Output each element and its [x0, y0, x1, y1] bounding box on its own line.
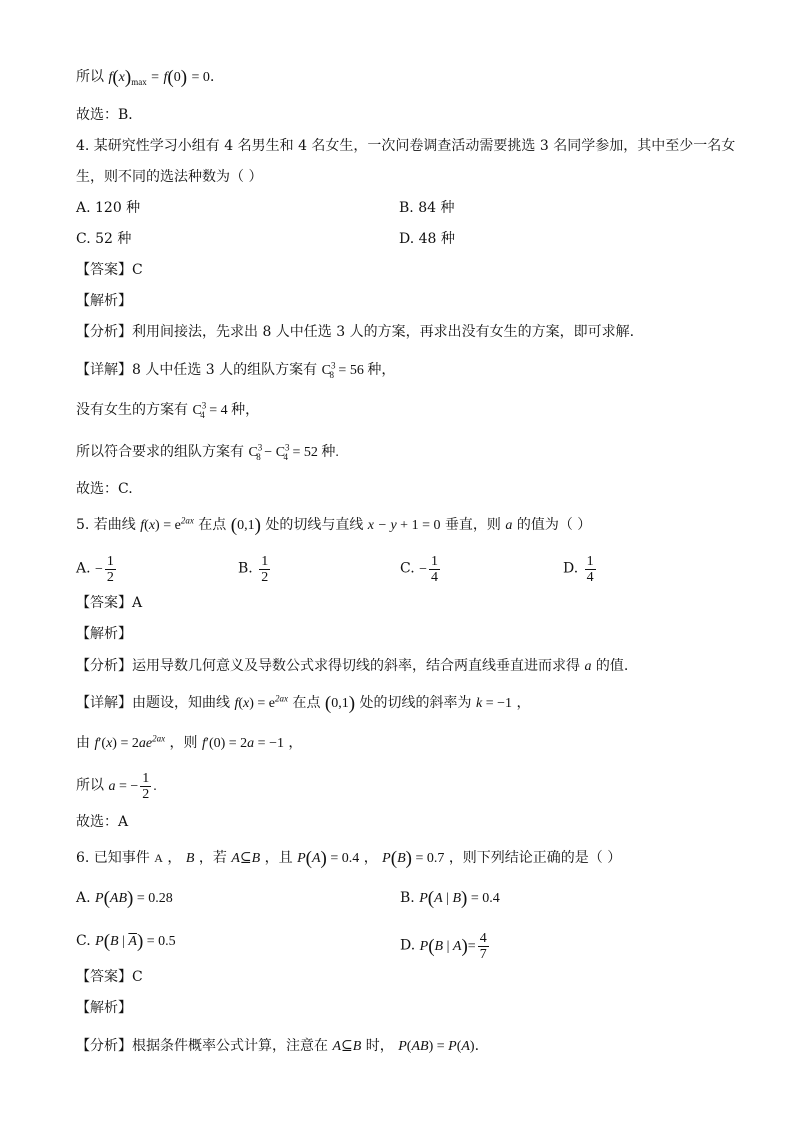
text: ．: [209, 69, 224, 85]
text: 时，: [365, 1038, 394, 1054]
fenxi-tag: 【分析】: [76, 658, 132, 674]
q4-option-d: D. 48 种: [399, 231, 455, 247]
equals: =: [151, 70, 160, 85]
formula-zero: = 0: [191, 70, 210, 85]
formula-pb-given-abar: P(B | $\overline{A}) = 0.5$: [95, 931, 176, 952]
q5-choose: 故选：A: [76, 814, 129, 830]
q6-option-c: [76, 931, 176, 952]
formula-curve: $f(x) = e^{2ax}$: [234, 693, 289, 711]
formula-slope: k = −1: [475, 696, 512, 711]
formula-pb: P(B) = 0.7: [382, 848, 445, 869]
formula-point: (0,1): [230, 515, 261, 536]
text: ，: [516, 695, 531, 711]
q4-detail-line3: [76, 442, 339, 463]
q5-stem: [76, 515, 591, 536]
formula-line: x − y + 1 = 0: [367, 518, 441, 533]
q5-analysis-tag: 【解析】: [76, 626, 132, 642]
option-label: A.: [76, 560, 91, 577]
text: 处的切线与直线: [265, 517, 364, 533]
text: 在点: [292, 695, 321, 711]
formula-pb-given-a: P(B | A)= $\frac{4}{7}$: [419, 931, 487, 962]
answer-value: C: [132, 969, 143, 985]
q4-detail-line1: [76, 360, 395, 381]
q6-option-a: [76, 888, 173, 909]
q5-detail-line3: [76, 771, 157, 802]
formula-f0: f(0): [163, 67, 188, 88]
formula-half: $\frac{1}{2}$: [261, 554, 269, 585]
text: 没有女生的方案有: [76, 402, 188, 418]
formula-c83: $C^3_8$: [321, 360, 336, 380]
text: ，且: [264, 850, 293, 866]
formula-c83-minus-c43: $C^3_8 - C^3_4$: [248, 442, 290, 462]
q5-option-d: [563, 554, 598, 585]
q4-option-b: B. 84 种: [399, 200, 455, 216]
text: = 52 种.: [292, 445, 339, 460]
option-label: B.: [400, 890, 415, 906]
formula-neg-quarter: − $\frac{1}{4}$: [419, 554, 439, 585]
q5-detail-line2: [76, 733, 302, 754]
text: ，则下列结论正确的是（ ）: [448, 850, 622, 866]
text: 的值为（ ）: [516, 517, 592, 533]
event-b: B: [185, 851, 195, 866]
q4-choose: 故选：C.: [76, 481, 133, 497]
fenxi-tag: 【分析】: [76, 324, 132, 340]
var-a: a: [584, 659, 592, 674]
option-label: D.: [400, 937, 416, 954]
q4-fenxi: [76, 322, 634, 342]
fenxi-text: 根据条件概率公式计算，注意在: [132, 1038, 328, 1054]
formula-subset: A⊆B: [332, 1039, 362, 1054]
q6-answer: [76, 967, 143, 987]
text: ，则: [169, 735, 198, 751]
text: ，: [288, 735, 303, 751]
q6-option-b: [400, 888, 500, 909]
q5-fenxi: [76, 656, 628, 677]
q4-option-a: A. 120 种: [76, 200, 141, 216]
answer-tag: 【答案】: [76, 262, 132, 278]
formula-pa: P(A) = 0.4: [297, 848, 360, 869]
text: = 4 种，: [209, 403, 260, 418]
formula-a-value: a = − $\frac{1}{2}$ .: [108, 771, 157, 802]
text: 6. 已知事件: [76, 850, 150, 866]
q4-analysis-tag: 【解析】: [76, 293, 132, 309]
q4-option-c: C. 52 种: [76, 231, 132, 247]
text: 垂直，则: [444, 517, 501, 533]
q4-answer: [76, 260, 143, 280]
q5-option-a: [76, 554, 118, 585]
text: ，: [167, 850, 182, 866]
text: 8 人中任选 3 人的组队方案有: [132, 362, 318, 378]
formula-quarter: $\frac{1}{4}$: [586, 554, 594, 585]
formula-c43: $C^3_4$: [192, 400, 207, 420]
answer-tag: 【答案】: [76, 969, 132, 985]
q5-option-b: [238, 554, 272, 585]
text: .: [474, 1038, 480, 1054]
event-a: A: [154, 851, 163, 865]
text: 的值.: [595, 658, 629, 674]
option-label: D.: [563, 560, 579, 577]
xiangjie-tag: 【详解】: [76, 695, 132, 711]
q6-option-d: [400, 931, 491, 962]
q6-stem: [76, 848, 621, 869]
text: = 56 种，: [338, 363, 396, 378]
formula-pab: P(AB) = 0.28: [95, 888, 173, 909]
q6-fenxi: [76, 1036, 479, 1057]
q4-detail-line2: [76, 400, 259, 421]
q4-stem-line2: 生，则不同的选法种数为（ ）: [76, 169, 263, 185]
text: 由题设，知曲线: [132, 695, 230, 711]
formula-derivative-0: f′(0) = 2a = −1: [201, 736, 284, 751]
prev-choose: 故选：B．: [76, 107, 143, 123]
option-label: A.: [76, 890, 91, 906]
text: ，: [363, 850, 378, 866]
formula-fmax: $f(x)_{max}$: [108, 67, 147, 88]
formula-neg-half: − $\frac{1}{2}$: [95, 554, 114, 585]
prev-conclusion-line: [76, 67, 224, 88]
text: 所以符合要求的组队方案有: [76, 444, 244, 460]
var-a: a: [505, 518, 513, 533]
option-label: C.: [400, 560, 415, 577]
q6-analysis-tag: 【解析】: [76, 1000, 132, 1016]
formula-point: (0,1): [324, 693, 356, 714]
q5-detail-line1: [76, 693, 530, 714]
answer-value: C: [132, 262, 143, 278]
text: 所以: [76, 69, 104, 85]
text: 由: [76, 735, 90, 751]
formula-pab-eq-pa: P(AB) = P(A): [398, 1039, 475, 1054]
text: 处的切线的斜率为: [359, 695, 472, 711]
formula-pa-given-b: P(A | B) = 0.4: [419, 888, 500, 909]
option-label: C.: [76, 933, 91, 949]
answer-value: A: [132, 595, 143, 611]
option-label: B.: [238, 560, 253, 577]
formula-derivative: $f'(x) = 2ae^{2ax}$: [94, 733, 166, 751]
formula-subset: A⊆B: [231, 851, 261, 866]
text: 5. 若曲线: [76, 517, 136, 533]
fenxi-text: 运用导数几何意义及导数公式求得切线的斜率，结合两直线垂直进而求得: [132, 658, 580, 674]
text: ，若: [198, 850, 227, 866]
answer-tag: 【答案】: [76, 595, 132, 611]
q4-stem-line1: 4. 某研究性学习小组有 4 名男生和 4 名女生，一次问卷调查活动需要挑选 3 名同学参加，其中至少一名女: [76, 138, 736, 154]
q5-option-c: [400, 554, 442, 585]
formula-curve: $f(x) = e^{2ax}$: [140, 515, 194, 533]
q5-answer: [76, 593, 142, 613]
fenxi-text: 利用间接法，先求出 8 人中任选 3 人的方案，再求出没有女生的方案，即可求解.: [132, 324, 635, 340]
fenxi-tag: 【分析】: [76, 1038, 132, 1054]
text: 在点: [198, 517, 227, 533]
text: 所以: [76, 777, 104, 794]
xiangjie-tag: 【详解】: [76, 362, 132, 378]
